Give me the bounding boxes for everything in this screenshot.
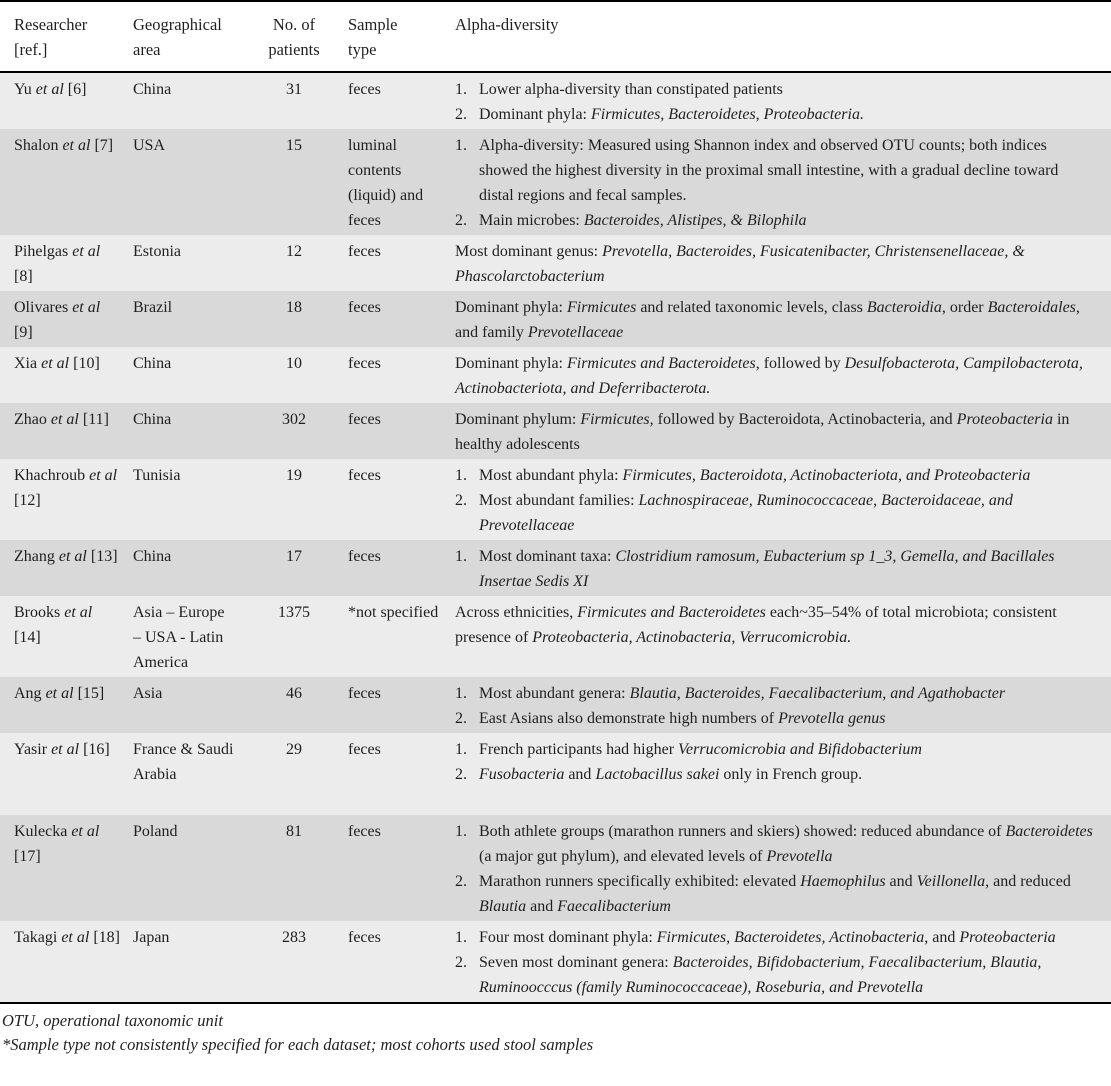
cell-sample-type: feces xyxy=(348,299,381,316)
footnote-otu: OTU, operational taxonomic unit xyxy=(2,1011,223,1030)
cell-researcher: Yu et al [6] xyxy=(14,81,87,98)
cell-alpha-diversity xyxy=(455,129,1111,235)
table-header xyxy=(0,1,1111,72)
column-header-area: Geographical area xyxy=(133,1,245,72)
alpha-diversity-item: 2. Marathon runners specifically exhibited: elevated Haemophilus and Veillonella, and reduced Blautia and Faecalibacterium xyxy=(455,869,1097,919)
cell-geographical-area: Asia xyxy=(133,685,163,702)
list-number: 1. xyxy=(455,81,467,98)
cell-no-of-patients: 29 xyxy=(286,741,302,758)
alpha-diversity-item: 2. Dominant phyla: Firmicutes, Bacteroidetes, Proteobacteria. xyxy=(455,102,1097,127)
alpha-diversity-item: 1. Most dominant taxa: Clostridium ramosum, Eubacterium sp 1_3, Gemella, and Bacillales Insertae Sedis XI xyxy=(455,544,1097,594)
alpha-diversity-item: Dominant phylum: Firmicutes, followed by Bacteroidota, Actinobacteria, and Proteobacteria in healthy adolescents xyxy=(455,411,1070,453)
column-header-patients: No. of patients xyxy=(245,1,343,72)
header-row xyxy=(0,1,1111,72)
column-header-researcher: Researcher [ref.] xyxy=(0,1,133,72)
cell-no-of-patients: 302 xyxy=(282,411,306,428)
table-row xyxy=(0,921,1111,1003)
list-number: 2. xyxy=(455,873,467,890)
cell-no-of-patients: 17 xyxy=(286,548,302,565)
cell-alpha-diversity xyxy=(455,347,1111,403)
cell-sample-type: feces xyxy=(348,355,381,372)
list-number: 2. xyxy=(455,766,467,783)
cell-no-of-patients: 81 xyxy=(286,823,302,840)
alpha-diversity-item: 2. Fusobacteria and Lactobacillus sakei only in French group. xyxy=(455,762,1097,787)
alpha-diversity-item: 1. Most abundant phyla: Firmicutes, Bacteroidota, Actinobacteriota, and Proteobacteria xyxy=(455,463,1097,488)
cell-researcher: Olivares et al [9] xyxy=(14,299,101,341)
cell-geographical-area: USA xyxy=(133,137,166,154)
cell-geographical-area: China xyxy=(133,81,172,98)
alpha-diversity-item: 2. Seven most dominant genera: Bacteroides, Bifidobacterium, Faecalibacterium, Blautia, Ruminoocccus (family Ruminococcaceae), Roseburia, and Prevotella xyxy=(455,950,1097,1000)
table-row xyxy=(0,596,1111,677)
cell-geographical-area: China xyxy=(133,548,172,565)
cell-alpha-diversity xyxy=(455,677,1111,733)
table-row xyxy=(0,403,1111,459)
alpha-diversity-item: 2. Most abundant families: Lachnospiraceae, Ruminococcaceae, Bacteroidaceae, and Prevotellaceae xyxy=(455,488,1097,538)
cell-researcher: Brooks et al [14] xyxy=(14,604,93,646)
list-number: 1. xyxy=(455,741,467,758)
alpha-diversity-item: 1. Lower alpha-diversity than constipated patients xyxy=(455,77,1097,102)
cell-alpha-diversity xyxy=(455,403,1111,459)
table-row xyxy=(0,235,1111,291)
cell-researcher: Khachroub et al [12] xyxy=(14,467,118,509)
cell-researcher: Ang et al [15] xyxy=(14,685,105,702)
table-row xyxy=(0,459,1111,540)
alpha-diversity-item: 1. Both athlete groups (marathon runners and skiers) showed: reduced abundance of Bacteroidetes (a major gut phylum), and elevated levels of Prevotella xyxy=(455,819,1097,869)
cell-geographical-area: China xyxy=(133,411,172,428)
cell-alpha-diversity xyxy=(455,235,1111,291)
list-number: 2. xyxy=(455,492,467,509)
cell-geographical-area: China xyxy=(133,355,172,372)
cell-alpha-diversity xyxy=(455,540,1111,596)
alpha-diversity-item: Dominant phyla: Firmicutes and Bacteroidetes, followed by Desulfobacterota, Campilobacterota, Actinobacteriota, and Deferribacterota. xyxy=(455,355,1083,397)
table-row xyxy=(0,733,1111,815)
table-row xyxy=(0,72,1111,129)
cell-researcher: Pihelgas et al [8] xyxy=(14,243,101,285)
alpha-diversity-item: 1. Alpha-diversity: Measured using Shannon index and observed OTU counts; both indices showed the highest diversity in the proximal small intestine, with a gradual decline toward distal regions and fecal samples. xyxy=(455,133,1097,208)
cell-no-of-patients: 283 xyxy=(282,929,306,946)
cell-sample-type: feces xyxy=(348,243,381,260)
alpha-diversity-item: 1. Four most dominant phyla: Firmicutes, Bacteroidetes, Actinobacteria, and Proteobacteria xyxy=(455,925,1097,950)
cell-geographical-area: Tunisia xyxy=(133,467,181,484)
alpha-diversity-item: 1. French participants had higher Verrucomicrobia and Bifidobacterium xyxy=(455,737,1097,762)
alpha-diversity-item: 2. East Asians also demonstrate high numbers of Prevotella genus xyxy=(455,706,1097,731)
table-row xyxy=(0,129,1111,235)
list-number: 2. xyxy=(455,106,467,123)
cell-sample-type: feces xyxy=(348,741,381,758)
alpha-diversity-item: Most dominant genus: Prevotella, Bacteroides, Fusicatenibacter, Christensenellaceae, & Phascolarctobacterium xyxy=(455,243,1025,285)
cell-alpha-diversity xyxy=(455,815,1111,921)
cell-no-of-patients: 18 xyxy=(286,299,302,316)
cell-alpha-diversity xyxy=(455,459,1111,540)
cell-no-of-patients: 46 xyxy=(286,685,302,702)
alpha-diversity-item: 2. Main microbes: Bacteroides, Alistipes, & Bilophila xyxy=(455,208,1097,233)
cell-alpha-diversity xyxy=(455,596,1111,677)
cell-geographical-area: France & Saudi Arabia xyxy=(133,741,234,783)
cell-sample-type: luminal contents (liquid) and feces xyxy=(348,137,424,229)
list-number: 1. xyxy=(455,685,467,702)
table-footnotes xyxy=(0,1009,1111,1057)
table-row xyxy=(0,347,1111,403)
cell-alpha-diversity xyxy=(455,291,1111,347)
cell-sample-type: feces xyxy=(348,411,381,428)
list-number: 2. xyxy=(455,954,467,971)
table-row xyxy=(0,291,1111,347)
cell-researcher: Takagi et al [18] xyxy=(14,929,120,946)
list-number: 2. xyxy=(455,212,467,229)
cell-no-of-patients: 15 xyxy=(286,137,302,154)
cell-geographical-area: Asia – Europe – USA - Latin America xyxy=(133,604,225,671)
cell-researcher: Xia et al [10] xyxy=(14,355,100,372)
table-row xyxy=(0,540,1111,596)
cell-no-of-patients: 31 xyxy=(286,81,302,98)
cell-sample-type: feces xyxy=(348,685,381,702)
list-number: 1. xyxy=(455,137,467,154)
footnote-sample-type: *Sample type not consistently specified for each dataset; most cohorts used stool samples xyxy=(2,1035,594,1054)
alpha-diversity-item: 1. Most abundant genera: Blautia, Bacteroides, Faecalibacterium, and Agathobacter xyxy=(455,681,1097,706)
table-row xyxy=(0,677,1111,733)
cell-no-of-patients: 1375 xyxy=(278,604,310,621)
cell-researcher: Shalon et al [7] xyxy=(14,137,114,154)
column-header-sample: Sample type xyxy=(343,1,455,72)
cell-alpha-diversity xyxy=(455,72,1111,129)
cell-researcher: Kulecka et al [17] xyxy=(14,823,100,865)
cell-geographical-area: Estonia xyxy=(133,243,181,260)
cell-sample-type: feces xyxy=(348,929,381,946)
table-row xyxy=(0,815,1111,921)
table-body xyxy=(0,72,1111,1003)
cell-researcher: Zhao et al [11] xyxy=(14,411,109,428)
cell-no-of-patients: 10 xyxy=(286,355,302,372)
cell-sample-type: feces xyxy=(348,823,381,840)
cell-sample-type: feces xyxy=(348,467,381,484)
cell-sample-type: feces xyxy=(348,81,381,98)
cell-alpha-diversity xyxy=(455,733,1111,815)
list-number: 1. xyxy=(455,929,467,946)
cell-sample-type: feces xyxy=(348,548,381,565)
cell-researcher: Zhang et al [13] xyxy=(14,548,118,565)
list-number: 1. xyxy=(455,823,467,840)
column-header-alpha: Alpha-diversity xyxy=(455,1,1111,72)
cell-geographical-area: Japan xyxy=(133,929,170,946)
alpha-diversity-item: Dominant phyla: Firmicutes and related taxonomic levels, class Bacteroidia, order Bacteroidales, and family Prevotellaceae xyxy=(455,299,1080,341)
list-number: 2. xyxy=(455,710,467,727)
cell-no-of-patients: 19 xyxy=(286,467,302,484)
cell-researcher: Yasir et al [16] xyxy=(14,741,110,758)
cell-no-of-patients: 12 xyxy=(286,243,302,260)
cell-alpha-diversity xyxy=(455,921,1111,1003)
list-number: 1. xyxy=(455,548,467,565)
cell-sample-type: *not specified xyxy=(348,604,439,621)
list-number: 1. xyxy=(455,467,467,484)
cell-geographical-area: Poland xyxy=(133,823,178,840)
cell-geographical-area: Brazil xyxy=(133,299,173,316)
alpha-diversity-item: Across ethnicities, Firmicutes and Bacteroidetes each~35–54% of total microbiota; consistent presence of Proteobacteria, Actinobacteria, Verrucomicrobia. xyxy=(455,604,1057,646)
